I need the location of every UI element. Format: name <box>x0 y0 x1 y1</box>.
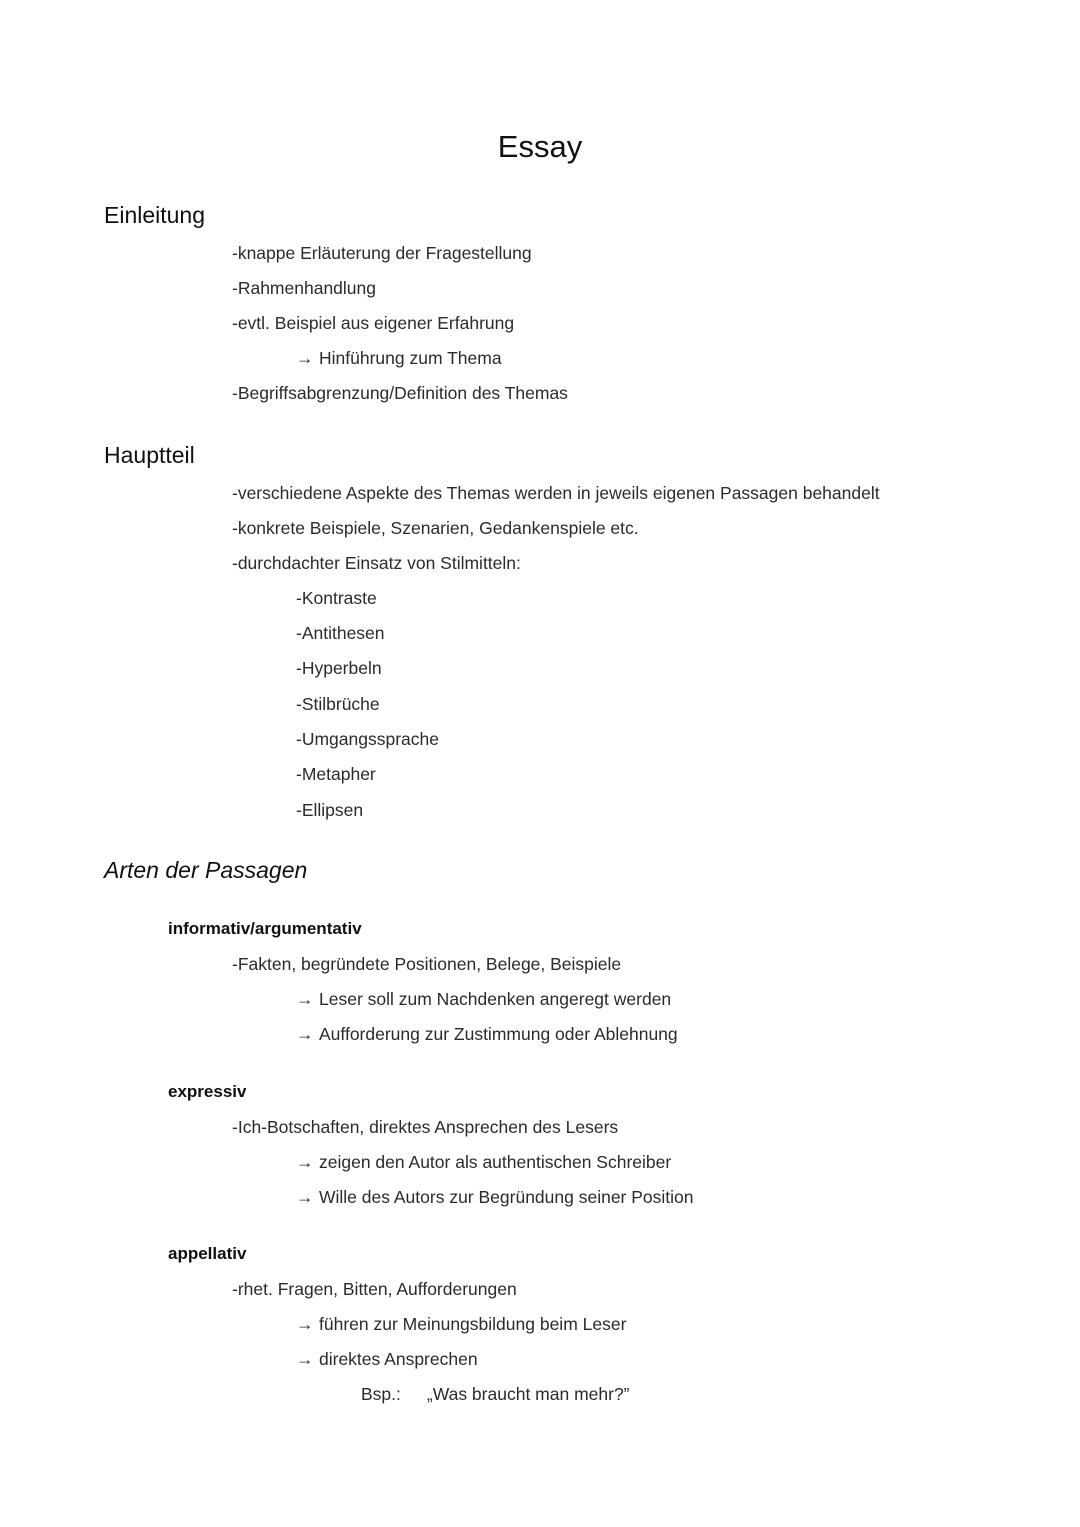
arrow-item <box>296 987 671 1011</box>
arrow-item-text: zeigen den Autor als authentischen Schreiber <box>319 1152 672 1172</box>
arrow-icon: → <box>296 1024 314 1044</box>
stilmittel-item: -Ellipsen <box>296 800 364 820</box>
example-label: Bsp.: <box>361 1384 401 1404</box>
stilmittel-item: -Kontraste <box>296 588 377 608</box>
arrow-item <box>296 346 502 370</box>
subheading-expressiv: expressiv <box>168 1082 247 1101</box>
arrow-icon: → <box>296 1152 314 1172</box>
page-title: Essay <box>497 129 583 164</box>
subheading-appellativ: appellativ <box>168 1244 247 1263</box>
example-text: „Was braucht man mehr?” <box>426 1384 630 1404</box>
stilmittel-item: -Hyperbeln <box>296 658 382 678</box>
arrow-item-text: führen zur Meinungsbildung beim Leser <box>319 1314 627 1334</box>
stilmittel-item: -Stilbrüche <box>296 694 380 714</box>
list-item: -evtl. Beispiel aus eigener Erfahrung <box>232 313 515 333</box>
list-item: -verschiedene Aspekte des Themas werden in jeweils eigenen Passagen behandelt <box>232 483 880 503</box>
example-line <box>361 1382 630 1406</box>
stilmittel-item: -Umgangssprache <box>296 729 439 749</box>
list-item: -konkrete Beispiele, Szenarien, Gedankenspiele etc. <box>232 518 639 538</box>
list-item: -durchdachter Einsatz von Stilmitteln: <box>232 553 521 573</box>
arrow-item <box>296 1150 671 1174</box>
arrow-item-text: Hinführung zum Thema <box>319 348 502 368</box>
stilmittel-item: -Antithesen <box>296 623 385 643</box>
list-item: -Rahmenhandlung <box>232 278 376 298</box>
arrow-icon: → <box>296 989 314 1009</box>
arrow-icon: → <box>296 1314 314 1334</box>
arrow-item <box>296 1312 626 1336</box>
stilmittel-item: -Metapher <box>296 764 376 784</box>
section-heading-hauptteil: Hauptteil <box>104 442 195 468</box>
arrow-item-text: Leser soll zum Nachdenken angeregt werden <box>319 989 672 1009</box>
list-item: -rhet. Fragen, Bitten, Aufforderungen <box>232 1279 517 1299</box>
arrow-icon: → <box>296 348 314 368</box>
list-item: -knappe Erläuterung der Fragestellung <box>232 243 532 263</box>
arrow-item-text: direktes Ansprechen <box>319 1349 478 1369</box>
arrow-item-text: Wille des Autors zur Begründung seiner Position <box>319 1187 694 1207</box>
arrow-item-text: Aufforderung zur Zustimmung oder Ablehnung <box>319 1024 678 1044</box>
arrow-item <box>296 1347 478 1371</box>
section-heading-arten: Arten der Passagen <box>104 857 308 883</box>
list-item: -Ich-Botschaften, direktes Ansprechen des Lesers <box>232 1117 619 1137</box>
arrow-icon: → <box>296 1187 314 1207</box>
section-heading-einleitung: Einleitung <box>104 202 206 228</box>
arrow-item <box>296 1185 694 1209</box>
subheading-informativ: informativ/argumentativ <box>168 919 362 938</box>
list-item: -Fakten, begründete Positionen, Belege, Beispiele <box>232 954 622 974</box>
arrow-icon: → <box>296 1349 314 1369</box>
list-item: -Begriffsabgrenzung/Definition des Themas <box>232 383 568 403</box>
arrow-item <box>296 1022 678 1046</box>
